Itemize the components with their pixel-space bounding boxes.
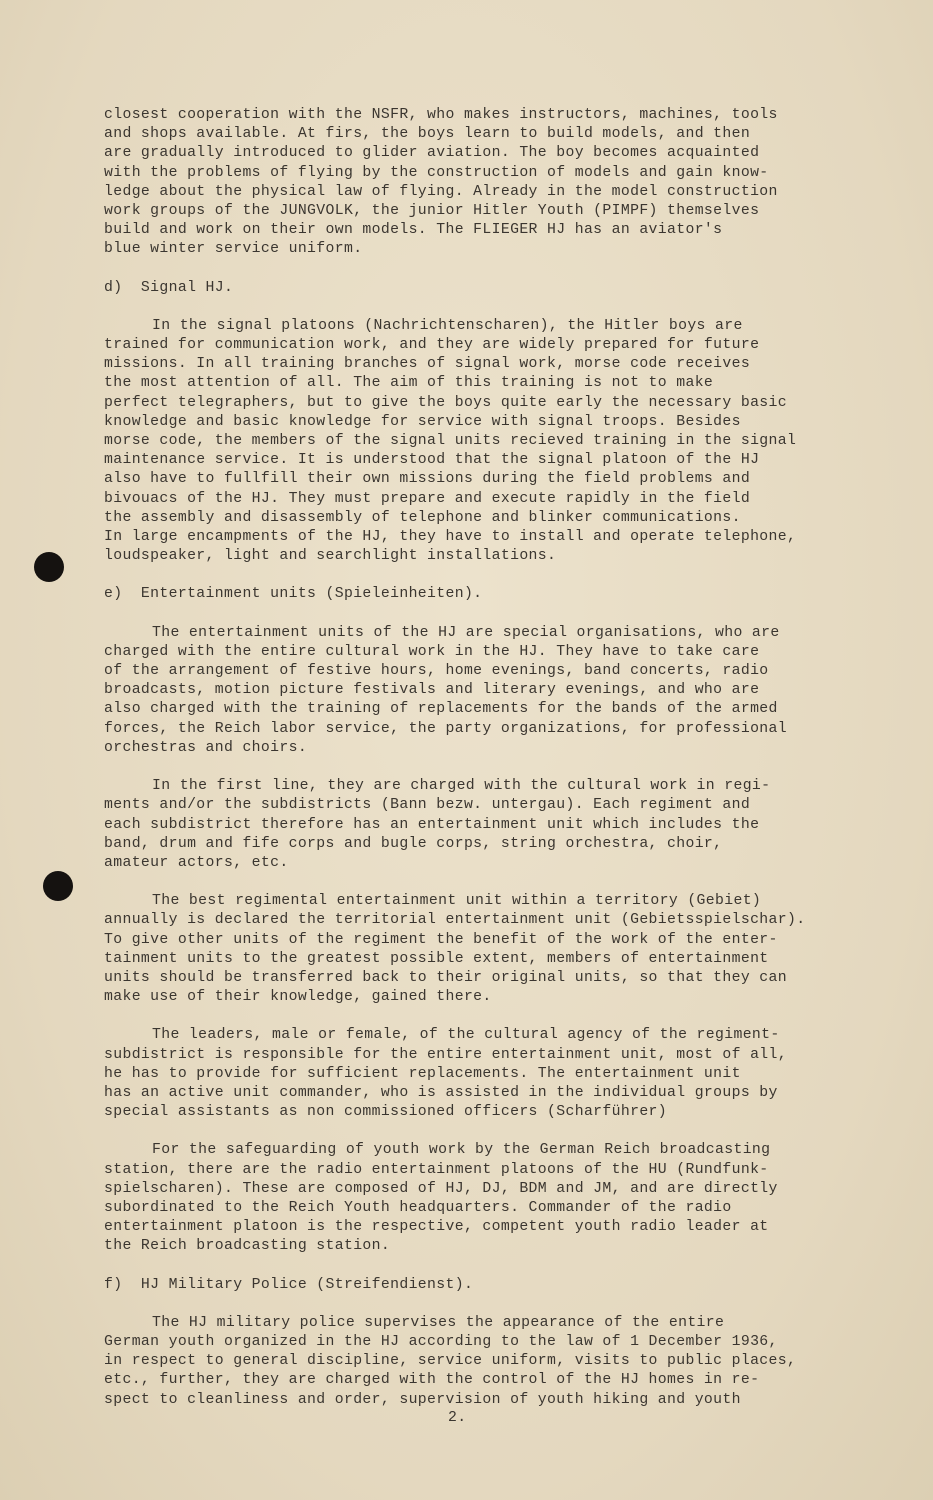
section-e-heading: e) Entertainment units (Spieleinheiten). [104, 586, 483, 603]
section-f-heading: f) HJ Military Police (Streifendienst). [104, 1276, 474, 1293]
section-e-paragraph-3: The best regimental entertainment unit within a territory (Gebiet) annually is declared the territorial entertainment unit (Gebietsspielschar). To give other units of the regiment the benefit of the work of the enter- tainment units to the greatest possible extent, members of entertainment units should be transferred back to their original units, so that they can make use of their knowledge, gained there. [104, 893, 806, 1006]
section-f-paragraph: The HJ military police supervises the appearance of the entire German youth organized in the HJ according to the law of 1 December 1936, in respect to general discipline, service uniform, visits to public places, etc., further, they are charged with the control of the HJ homes in re- spect to cleanliness and order, supervision of youth hiking and youth [104, 1314, 797, 1408]
intro-paragraph: closest cooperation with the NSFR, who makes instructors, machines, tools and shops available. At firs, the boys learn to build models, and then are gradually introduced to glider aviation. The boy becomes acquainted with the problems of flying by the construction of models and gain know- ledge about the physical law of flying. Already in the model construction work groups of the JUNGVOLK, the junior Hitler Youth (PIMPF) themselves build and work on their own models. The FLIEGER HJ has an aviator's blue winter service uniform. [104, 107, 778, 258]
punch-hole [43, 871, 73, 901]
section-e-paragraph-1: The entertainment units of the HJ are special organisations, who are charged with the entire cultural work in the HJ. They have to take care of the arrangement of festive hours, home evenings, band concerts, radio broadcasts, motion picture festivals and literary evenings, and who are also charged with the training of replacements for the bands of the armed forces, the Reich labor service, the party organizations, for professional orchestras and choirs. [104, 624, 787, 756]
section-d-heading: d) Signal HJ. [104, 279, 234, 296]
page-number: 2. [448, 1410, 467, 1426]
section-e-paragraph-2: In the first line, they are charged with the cultural work in regi- ments and/or the subdistricts (Bann bezw. untergau). Each regiment and each subdistrict therefore has an entertainment unit which includes the band, drum and fife corps and bugle corps, string orchestra, choir, amateur actors, etc. [104, 778, 771, 871]
section-e-paragraph-4: The leaders, male or female, of the cultural agency of the regiment- subdistrict is responsible for the entire entertainment unit, most of all, he has to provide for sufficient replacements. The entertainment unit has an active unit commander, who is assisted in the individual groups by special assistants as non commissioned officers (Scharführer) [104, 1027, 787, 1121]
section-e-paragraph-5: For the safeguarding of youth work by the German Reich broadcasting station, there are the radio entertainment platoons of the HU (Rundfunk- spielscharen). These are composed of HJ, DJ, BDM and JM, and are directly subordinated to the Reich Youth headquarters. Commander of the radio entertainment platoon is the respective, competent youth radio leader at the Reich broadcasting station. [104, 1142, 778, 1255]
punch-hole [34, 552, 64, 582]
body-text [104, 106, 844, 1410]
section-d-paragraph: In the signal platoons (Nachrichtenscharen), the Hitler boys are trained for communication work, and they are widely prepared for future missions. In all training branches of signal work, morse code receives the most attention of all. The aim of this training is not to make perfect telegraphers, but to give the boys quite early the necessary basic knowledge and basic knowledge for service with signal troops. Besides morse code, the members of the signal units recieved training in the signal maintenance service. It is understood that the signal platoon of the HJ also have to fullfill their own missions during the field problems and bivouacs of the HJ. They must prepare and execute rapidly in the field the assembly and disassembly of telephone and blinker communications. In large encampments of the HJ, they have to install and operate telephone, loudspeaker, light and searchlight installations. [104, 317, 797, 565]
